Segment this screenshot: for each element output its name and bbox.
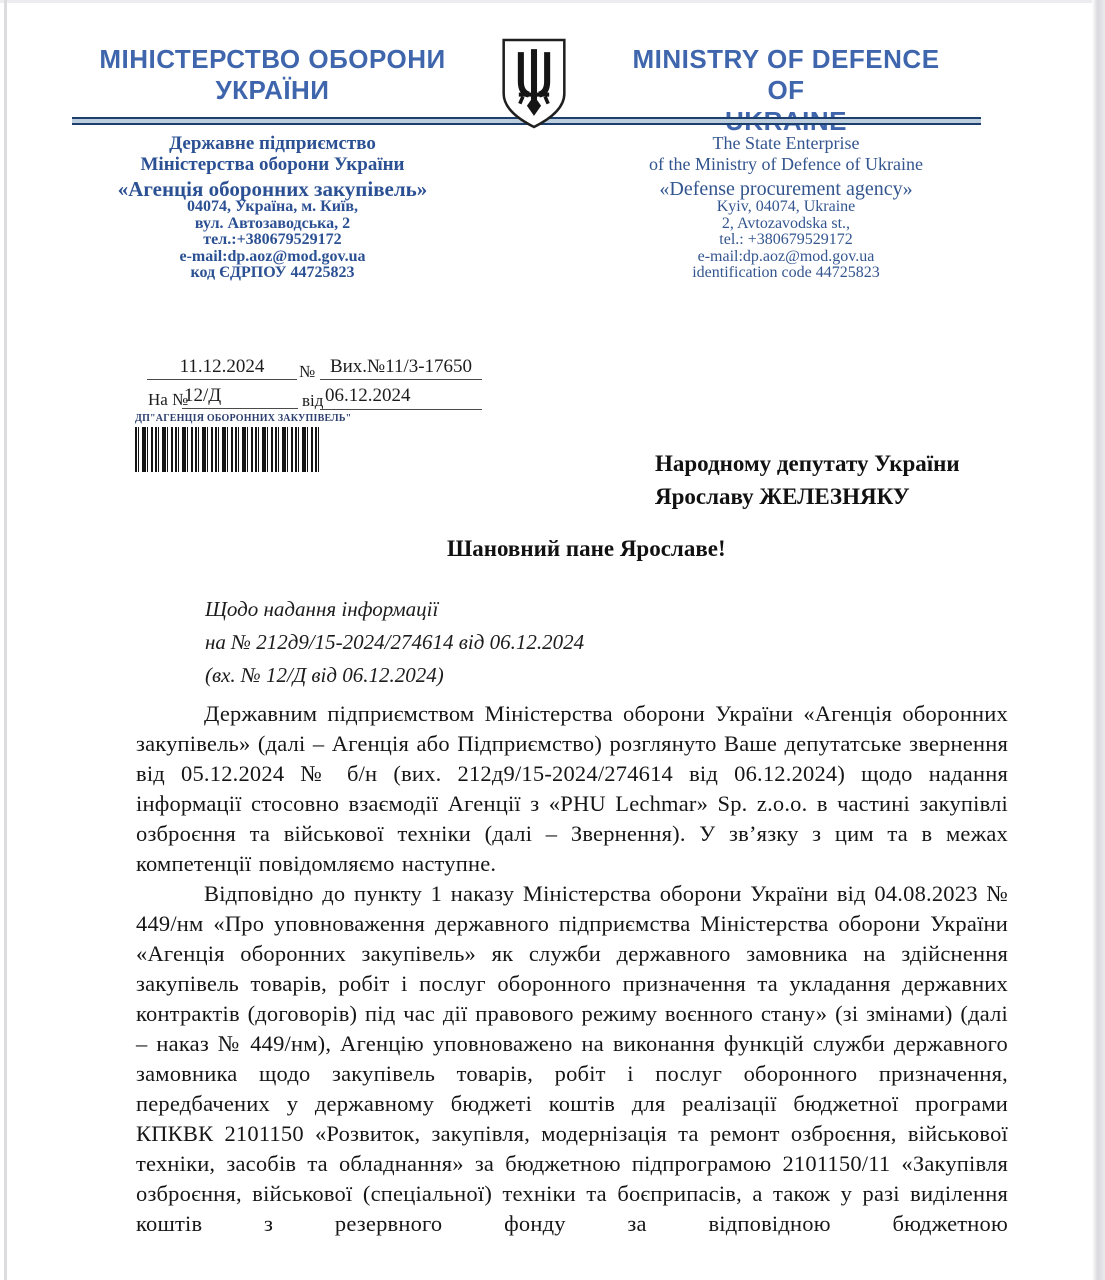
address-uk-line4: e-mail:dp.aoz@mod.gov.ua bbox=[179, 247, 366, 265]
ministry-title-en-line1: MINISTRY OF DEFENCE OF bbox=[632, 44, 940, 105]
incoming-from-label: від bbox=[302, 391, 324, 410]
outgoing-number: Вих.№11/3-17650 bbox=[329, 356, 473, 377]
body-paragraph-2: Відповідно до пункту 1 наказу Міністерства оборони України від 04.08.2023 № 449/нм «Про уповноваження державного підприємства Міністерства оборони України «Агенція оборонних закупівель» як служби державного замовника на здійснення закупівель товарів, робіт і послуг оборонного призначення та укладання державних контрактів (договорів) під час дії правового режиму воєнного стану» (зі змінами) (далі – наказ № 449/нм), Агенцію уповноважено на виконання функцій служби державного замовника щодо закупівель товарів, робіт і послуг оборонного призначення, передбачених у державному бюджеті коштів для реалізації бюджетної програми КПКВК 2101150 «Розвиток, закупівля, модернізація та ремонт озброєння, військової техніки, засобів та обладнання» за бюджетною підпрограмою 2101150/11 «Закупівля озброєння, військової (спеціальної) техніки та боєприпасів, а також у разі виділення коштів з резервного фонду за відповідною бюджетною bbox=[136, 881, 1008, 1236]
photo-edge-left bbox=[4, 0, 7, 1280]
ministry-title-uk-line1: МІНІСТЕРСТВО ОБОРОНИ bbox=[99, 44, 446, 74]
incoming-date-underline bbox=[320, 409, 482, 410]
incoming-date: 06.12.2024 bbox=[325, 385, 411, 406]
incoming-number-label: На № bbox=[148, 390, 189, 409]
address-uk-line5: код ЄДРПОУ 44725823 bbox=[190, 264, 355, 281]
incoming-number: 12/Д bbox=[184, 385, 222, 406]
address-block-uk bbox=[75, 199, 470, 282]
outgoing-date: 11.12.2024 bbox=[179, 356, 265, 377]
body-paragraph-1: Державним підприємством Міністерства оборони України «Агенція оборонних закупівель» (далі – Агенція або Підприємство) розглянуто Ваше депутатське звернення від 05.12.2024 № б/н (вих. 212д9/15-2024/274614 від 06.12.2024) щодо надання інформації стосовно взаємодії Агенції з «PHU Lechmar» Sp. z.o.o. в частині закупівлі озброєння та військової техніки (далі – Звернення). У зв’язку з цим та в межах компетенції повідомляємо наступне. bbox=[136, 701, 1008, 876]
ministry-title-uk bbox=[75, 44, 470, 106]
address-en-line4: e-mail:dp.aoz@mod.gov.ua bbox=[697, 247, 875, 265]
recipient-line2: Ярославу ЖЕЛЕЗНЯКУ bbox=[655, 484, 910, 509]
outgoing-number-underline bbox=[320, 379, 482, 380]
address-en-line3: tel.: +380679529172 bbox=[719, 231, 853, 248]
ministry-title-uk-line2: УКРАЇНИ bbox=[215, 75, 330, 105]
enterprise-en-line1: The State Enterprise bbox=[712, 133, 860, 153]
incoming-number-underline bbox=[182, 408, 298, 409]
number-sign-label: № bbox=[299, 362, 316, 381]
address-en-line1: Kyiv, 04074, Ukraine bbox=[716, 198, 856, 215]
letter-body bbox=[136, 699, 1008, 1239]
agency-name-uk: «Агенція оборонних закупівель» bbox=[117, 177, 428, 201]
outgoing-date-underline bbox=[147, 379, 297, 380]
enterprise-en-line2: of the Ministry of Defence of Ukraine bbox=[649, 154, 923, 174]
enterprise-block-uk bbox=[75, 133, 470, 201]
enterprise-uk-line2: Міністерства оборони України bbox=[140, 154, 405, 175]
subject-line2: на № 212д9/15-2024/274614 від 06.12.2024 bbox=[205, 630, 585, 654]
address-en-line5: identification code 44725823 bbox=[692, 264, 880, 281]
enterprise-block-en bbox=[614, 133, 958, 201]
enterprise-uk-line1: Державне підприємство bbox=[169, 133, 376, 154]
tryzub-coat-of-arms-icon bbox=[499, 37, 569, 130]
address-en-line2: 2, Avtozavodska st., bbox=[721, 214, 851, 232]
address-uk-line3: тел.:+380679529172 bbox=[203, 231, 342, 248]
salutation: Шановний пане Ярославе! bbox=[447, 536, 726, 561]
subject-line3: (вх. № 12/Д від 06.12.2024) bbox=[205, 663, 444, 687]
recipient-line1: Народному депутату України bbox=[655, 451, 960, 476]
barcode-caption: ДП"АГЕНЦІЯ ОБОРОННИХ ЗАКУПІВЕЛЬ" bbox=[135, 413, 352, 424]
subject-line1: Щодо надання інформації bbox=[205, 597, 439, 621]
address-uk-line2: вул. Автозаводська, 2 bbox=[194, 214, 351, 232]
photo-edge-right bbox=[1092, 0, 1105, 1280]
address-uk-line1: 04074, Україна, м. Київ, bbox=[186, 198, 358, 215]
subject-block bbox=[205, 593, 584, 692]
address-block-en bbox=[614, 199, 958, 282]
agency-name-en: «Defense procurement agency» bbox=[659, 178, 913, 200]
recipient-block bbox=[655, 447, 960, 513]
photo-edge-top bbox=[0, 0, 1105, 3]
document-barcode bbox=[135, 427, 322, 472]
